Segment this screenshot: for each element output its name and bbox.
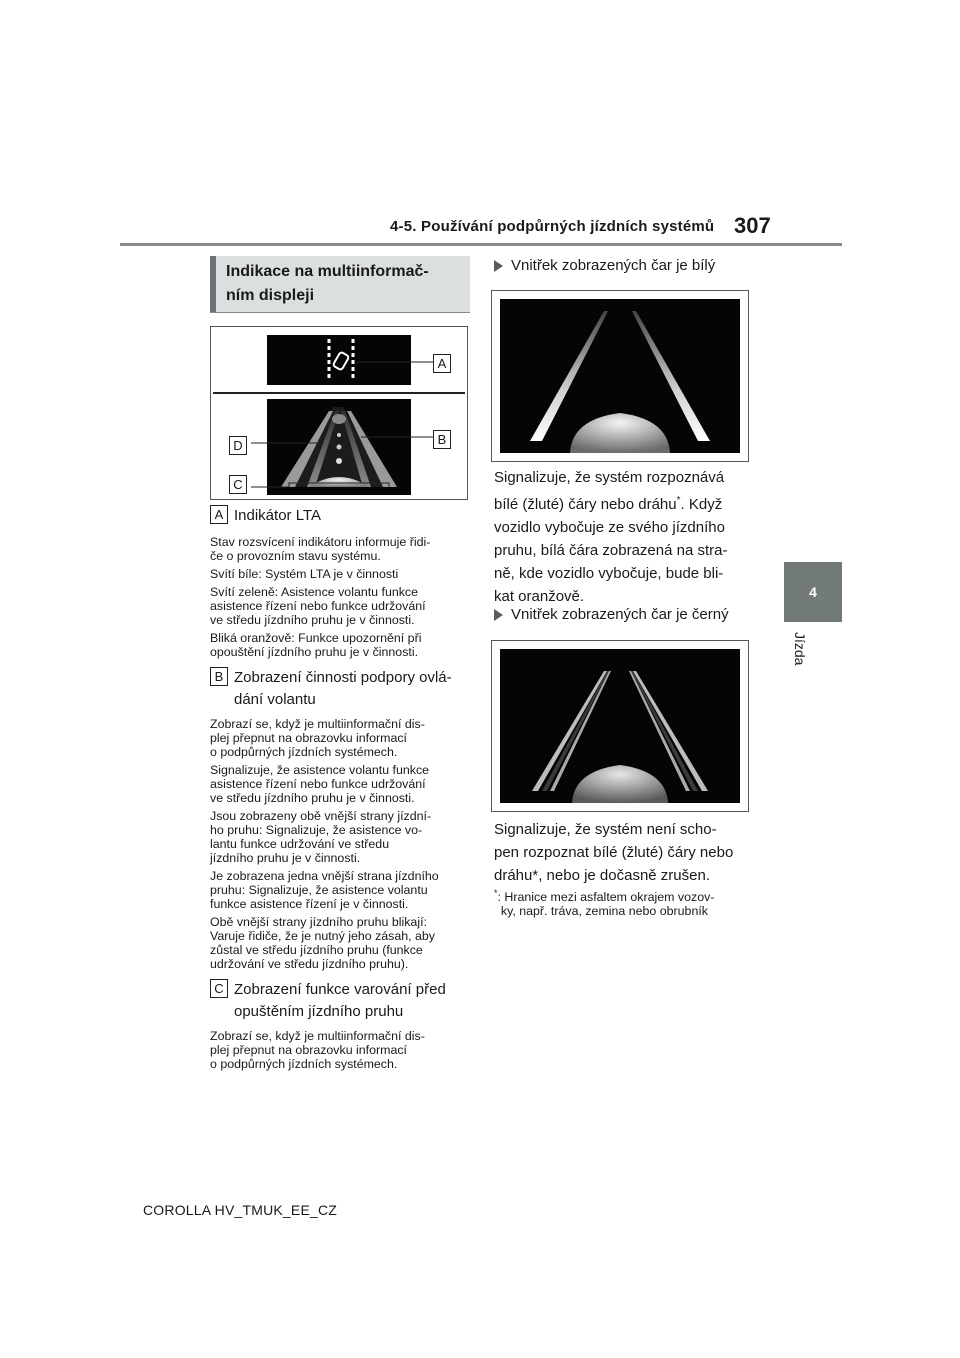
item-b-letter: B	[210, 667, 228, 686]
section-heading-line1: Indikace na multiinformač-	[226, 263, 429, 280]
page-number: 307	[734, 213, 771, 238]
section-title: 4-5. Používání podpůrných jízdních systémů	[390, 218, 715, 235]
item-c-letter: C	[210, 979, 228, 998]
item-a-title: Indikátor LTA	[234, 507, 321, 524]
black-lines-illustration	[492, 641, 748, 811]
item-b-para-3: Jsou zobrazeny obě vnější strany jízdní- ho pruhu: Signalizuje, že asistence vo- lantu funkce udržování ve středu jízdního pruhu je v činnosti.	[210, 809, 432, 865]
item-a-heading	[210, 505, 472, 527]
footnote-text: : Hranice mezi asfaltem okrajem vozov- ky, např. tráva, zemina nebo obrubník	[497, 890, 715, 919]
section-heading	[210, 256, 470, 312]
item-b-para-2: Signalizuje, že asistence volantu funkce asistence řízení nebo funkce udržování ve středu jízdního pruhu je v činnosti.	[210, 763, 430, 805]
callout-c: C	[229, 475, 247, 494]
callout-d: D	[229, 436, 247, 455]
item-a-para-4: Bliká oranžově: Funkce upozornění při opouštění jízdního pruhu je v činnosti.	[210, 631, 422, 659]
bullet-white-lines-text: Vnitřek zobrazených čar je bílý	[511, 257, 716, 274]
item-a-para-3: Svítí zeleně: Asistence volantu funkce asistence řízení nebo funkce udržování ve středu jízdního pruhu je v činnosti.	[210, 585, 426, 627]
item-b-heading	[210, 667, 472, 711]
footnote-mark: *	[494, 888, 498, 898]
display-illustration	[211, 327, 467, 499]
item-c-heading	[210, 979, 472, 1023]
black-lines-figure	[491, 640, 749, 812]
white-lines-footnote-mark: *	[676, 495, 681, 506]
lta-indicator-panel	[267, 335, 411, 385]
item-c-title: Zobrazení funkce varování před opuštěním jízdního pruhu	[234, 981, 446, 1020]
item-c-para-1: Zobrazí se, když je multiinformační dis- plej přepnut na obrazovku informací o podpůrných jízdních systémech.	[210, 1029, 425, 1071]
white-lines-figure	[491, 290, 749, 462]
white-lines-description	[494, 466, 756, 608]
white-lines-illustration	[492, 291, 748, 461]
callout-b: B	[433, 430, 451, 449]
item-b-para-5: Obě vnější strany jízdního pruhu blikají: Varuje řidiče, že je nutný jeho zásah, aby zůstal ve středu jízdního pruhu (funkce udržování ve středu jízdního pruhu).	[210, 915, 435, 971]
chapter-label: Jízda	[792, 632, 808, 666]
multi-info-display-figure	[210, 326, 468, 500]
item-b-para-1: Zobrazí se, když je multiinformační dis- plej přepnut na obrazovku informací o podpůrných jízdních systémech.	[210, 717, 425, 759]
callout-a: A	[433, 354, 451, 373]
document-footer: COROLLA HV_TMUK_EE_CZ	[143, 1202, 338, 1218]
white-lines-text-end: . Když vozidlo vybočuje ze svého jízdního pruhu, bílá čára zobrazená na stra- ně, kde vozidlo vybočuje, bude bli- kat oranžově.	[494, 496, 728, 605]
item-a-letter: A	[210, 505, 228, 524]
left-column	[210, 505, 472, 1071]
item-b-title: Zobrazení činnosti podpory ovlá- dání volantu	[234, 669, 452, 708]
heading-underline	[210, 312, 470, 313]
bullet-black-lines-text: Vnitřek zobrazených čar je černý	[511, 606, 729, 623]
bullet-white-lines	[494, 254, 715, 277]
item-a-para-1: Stav rozsvícení indikátoru informuje řidi- če o provozním stavu systému.	[210, 535, 431, 563]
footnote	[494, 886, 764, 918]
bullet-triangle-icon	[494, 260, 503, 272]
section-heading-line2: ním displeji	[226, 287, 315, 304]
chapter-tab: 4	[784, 562, 842, 622]
bullet-black-lines	[494, 603, 729, 626]
bullet-triangle-icon	[494, 609, 503, 621]
item-b-para-4: Je zobrazena jedna vnější strana jízdního pruhu: Signalizuje, že asistence volantu funkce asistence řízení je v činnosti.	[210, 869, 439, 911]
white-lines-text-start: Signalizuje, že systém rozpoznává bílé (žluté) čáry nebo dráhu	[494, 469, 725, 513]
item-a-para-2: Svítí bíle: Systém LTA je v činnosti	[210, 567, 399, 581]
black-lines-description: Signalizuje, že systém není scho- pen rozpoznat bílé (žluté) čáry nebo dráhu*, nebo je dočasně zrušen.	[494, 821, 734, 884]
header-divider	[120, 243, 842, 246]
